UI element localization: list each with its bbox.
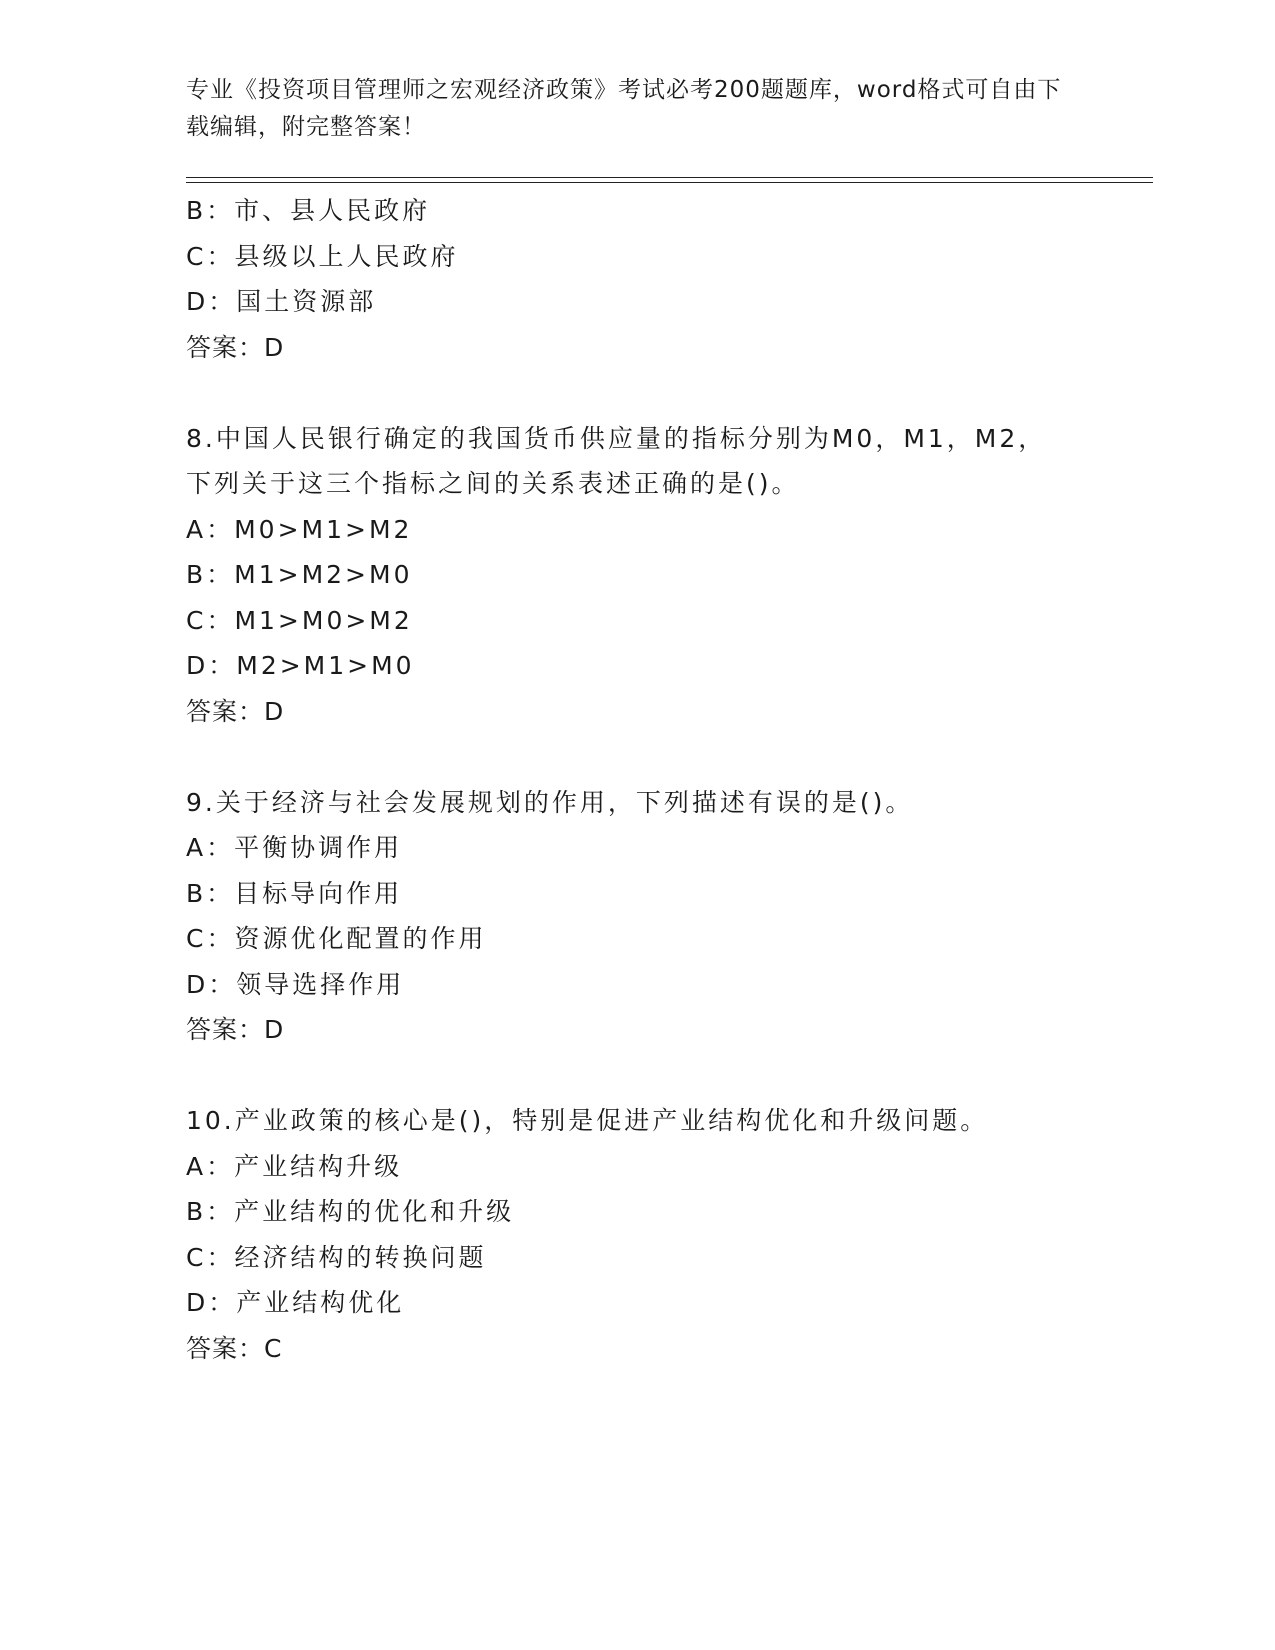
option-d: D：领导选择作用 xyxy=(186,969,405,999)
question-stem: 9.关于经济与社会发展规划的作用，下列描述有误的是()。 xyxy=(186,787,914,817)
question-spacer xyxy=(186,370,1066,416)
answer-line: 答案：D xyxy=(186,332,285,362)
option-a: A：M0>M1>M2 xyxy=(186,514,413,544)
partial-question xyxy=(186,188,1066,370)
question-stem: 8.中国人民银行确定的我国货币供应量的指标分别为M0，M1，M2，下列关于这三个指标之间的关系表述正确的是()。 xyxy=(186,423,1047,498)
option-b: B：M1>M2>M0 xyxy=(186,560,413,589)
question-10 xyxy=(186,1098,1066,1371)
option-d: D：产业结构优化 xyxy=(186,1288,405,1317)
option-b: B：市、县人民政府 xyxy=(186,196,431,225)
question-stem: 10.产业政策的核心是()，特别是促进产业结构优化和升级问题。 xyxy=(186,1106,989,1135)
question-spacer xyxy=(186,1053,1066,1099)
option-c: C：经济结构的转换问题 xyxy=(186,1242,487,1272)
question-spacer xyxy=(186,734,1066,780)
option-d: D：国土资源部 xyxy=(186,287,377,316)
header-divider-bottom xyxy=(186,182,1153,183)
option-a: A：产业结构升级 xyxy=(186,1151,403,1181)
option-d: D：M2>M1>M0 xyxy=(186,651,415,680)
answer-line: 答案：D xyxy=(186,1015,285,1044)
question-list xyxy=(186,188,1066,1371)
header-divider-top xyxy=(186,177,1153,178)
answer-line: 答案：D xyxy=(186,696,285,726)
option-c: C：M1>M0>M2 xyxy=(186,605,413,635)
option-c: C：县级以上人民政府 xyxy=(186,241,459,271)
question-9 xyxy=(186,780,1066,1053)
option-b: B：产业结构的优化和升级 xyxy=(186,1197,515,1226)
option-a: A：平衡协调作用 xyxy=(186,833,403,862)
question-8 xyxy=(186,416,1066,735)
answer-line: 答案：C xyxy=(186,1333,283,1363)
option-b: B：目标导向作用 xyxy=(186,878,403,908)
document-header: 专业《投资项目管理师之宏观经济政策》考试必考200题题库，word格式可自由下载编辑，附完整答案！ xyxy=(186,77,1062,140)
option-c: C：资源优化配置的作用 xyxy=(186,924,487,953)
